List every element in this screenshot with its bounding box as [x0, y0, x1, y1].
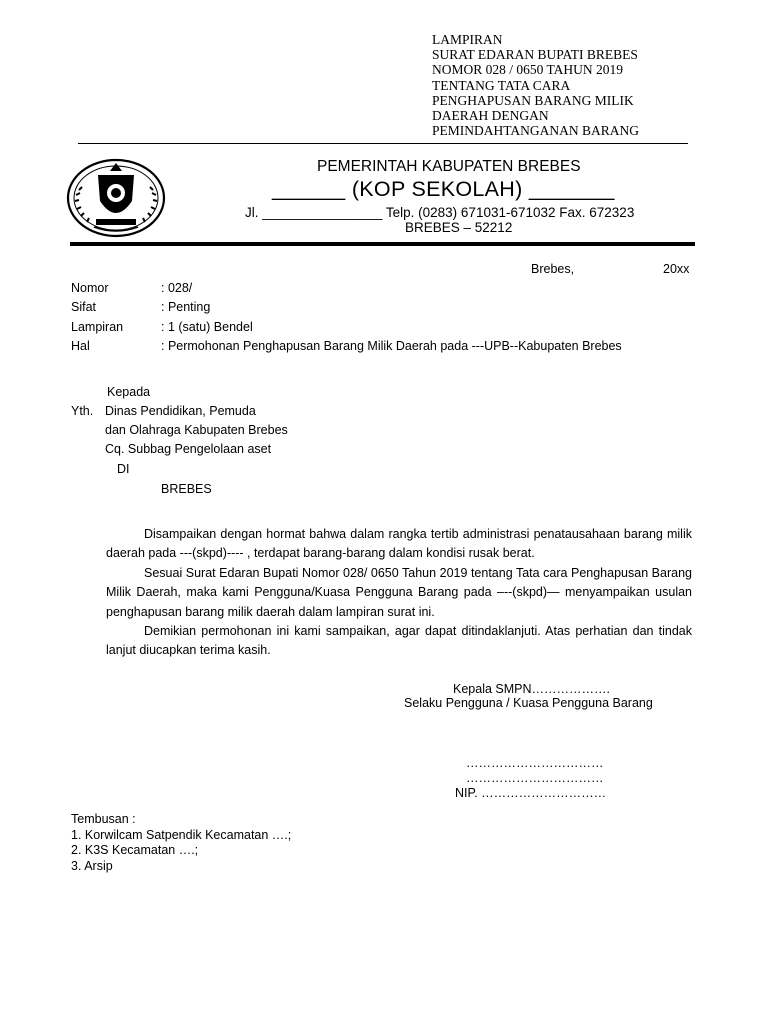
tembusan-item: 2. K3S Kecamatan ….; — [71, 843, 199, 857]
signature-rank-dots: …………………………… — [466, 771, 604, 785]
letterhead-address: Jl. ________________ Telp. (0283) 671031-671032 Fax. 672323 — [245, 205, 635, 220]
signature-title: Kepala SMPN………………. — [453, 682, 610, 696]
attachment-line: PENGHAPUSAN BARANG MILIK — [432, 92, 634, 108]
attachment-header — [432, 32, 639, 138]
kabupaten-brebes-emblem-icon — [66, 157, 166, 239]
attachment-line: DAERAH DENGAN — [432, 108, 549, 124]
body-paragraph-2: Sesuai Surat Edaran Bupati Nomor 028/ 0650 Tahun 2019 tentang Tata cara Penghapusan Barang Milik Daerah, maka kami Pengguna/Kuasa Pengguna Barang pada –--(skpd)— menyampaikan usulan penghapusan barang milik daerah dalam lampiran surat ini. — [106, 565, 692, 619]
meta-label-lampiran: Lampiran — [71, 320, 124, 334]
tembusan-heading: Tembusan : — [71, 812, 136, 826]
attachment-line: LAMPIRAN — [432, 32, 503, 47]
recipient-line-1: Dinas Pendidikan, Pemuda — [105, 404, 256, 418]
recipient-line-3: Cq. Subbag Pengelolaan aset — [105, 442, 272, 456]
recipient-city: BREBES — [161, 482, 212, 496]
meta-label-nomor: Nomor — [71, 281, 109, 295]
government-name: PEMERINTAH KABUPATEN BREBES — [317, 158, 581, 175]
meta-value-lampiran: : 1 (satu) Bendel — [161, 320, 253, 334]
meta-label-sifat: Sifat — [71, 300, 97, 314]
recipient-kepada: Kepada — [107, 385, 151, 399]
letterhead-city: BREBES – 52212 — [405, 220, 513, 235]
date-year: 20xx — [663, 262, 690, 276]
meta-value-nomor: : 028/ — [161, 281, 193, 295]
header-divider — [78, 143, 688, 144]
meta-value-sifat: : Penting — [161, 300, 211, 314]
letterhead-divider — [70, 242, 695, 246]
meta-value-hal: : Permohonan Penghapusan Barang Milik Daerah pada ---UPB--Kabupaten Brebes — [161, 339, 622, 353]
body-paragraph-1: Disampaikan dengan hormat bahwa dalam rangka tertib administrasi penatausahaan barang milik daerah pada ---(skpd)---- , terdapat barang-barang dalam kondisi rusak berat. — [106, 527, 692, 561]
signature-role: Selaku Pengguna / Kuasa Pengguna Barang — [404, 696, 653, 710]
place: Brebes, — [531, 262, 575, 276]
signature-name-dots: …………………………… — [466, 756, 604, 770]
meta-label-hal: Hal — [71, 339, 90, 353]
tembusan-item: 1. Korwilcam Satpendik Kecamatan ….; — [71, 828, 292, 842]
attachment-line: NOMOR 028 / 0650 TAHUN 2019 — [432, 62, 624, 78]
recipient-line-2: dan Olahraga Kabupaten Brebes — [105, 423, 288, 437]
attachment-line: TENTANG TATA CARA — [432, 77, 571, 93]
school-letterhead-title: ______ (KOP SEKOLAH) _______ — [272, 177, 615, 201]
attachment-line: SURAT EDARAN BUPATI BREBES — [432, 47, 638, 63]
recipient-yth: Yth. — [71, 404, 94, 418]
body-paragraph-3: Demikian permohonan ini kami sampaikan, agar dapat ditindaklanjuti. Atas perhatian dan tindak lanjut diucapkan terima kasih. — [106, 624, 692, 658]
letter-body — [106, 525, 692, 661]
attachment-line: PEMINDAHTANGANAN BARANG — [432, 123, 640, 139]
tembusan-item: 3. Arsip — [71, 859, 113, 873]
recipient-di: DI — [117, 462, 130, 476]
signature-nip: NIP. ………………………… — [455, 786, 607, 800]
